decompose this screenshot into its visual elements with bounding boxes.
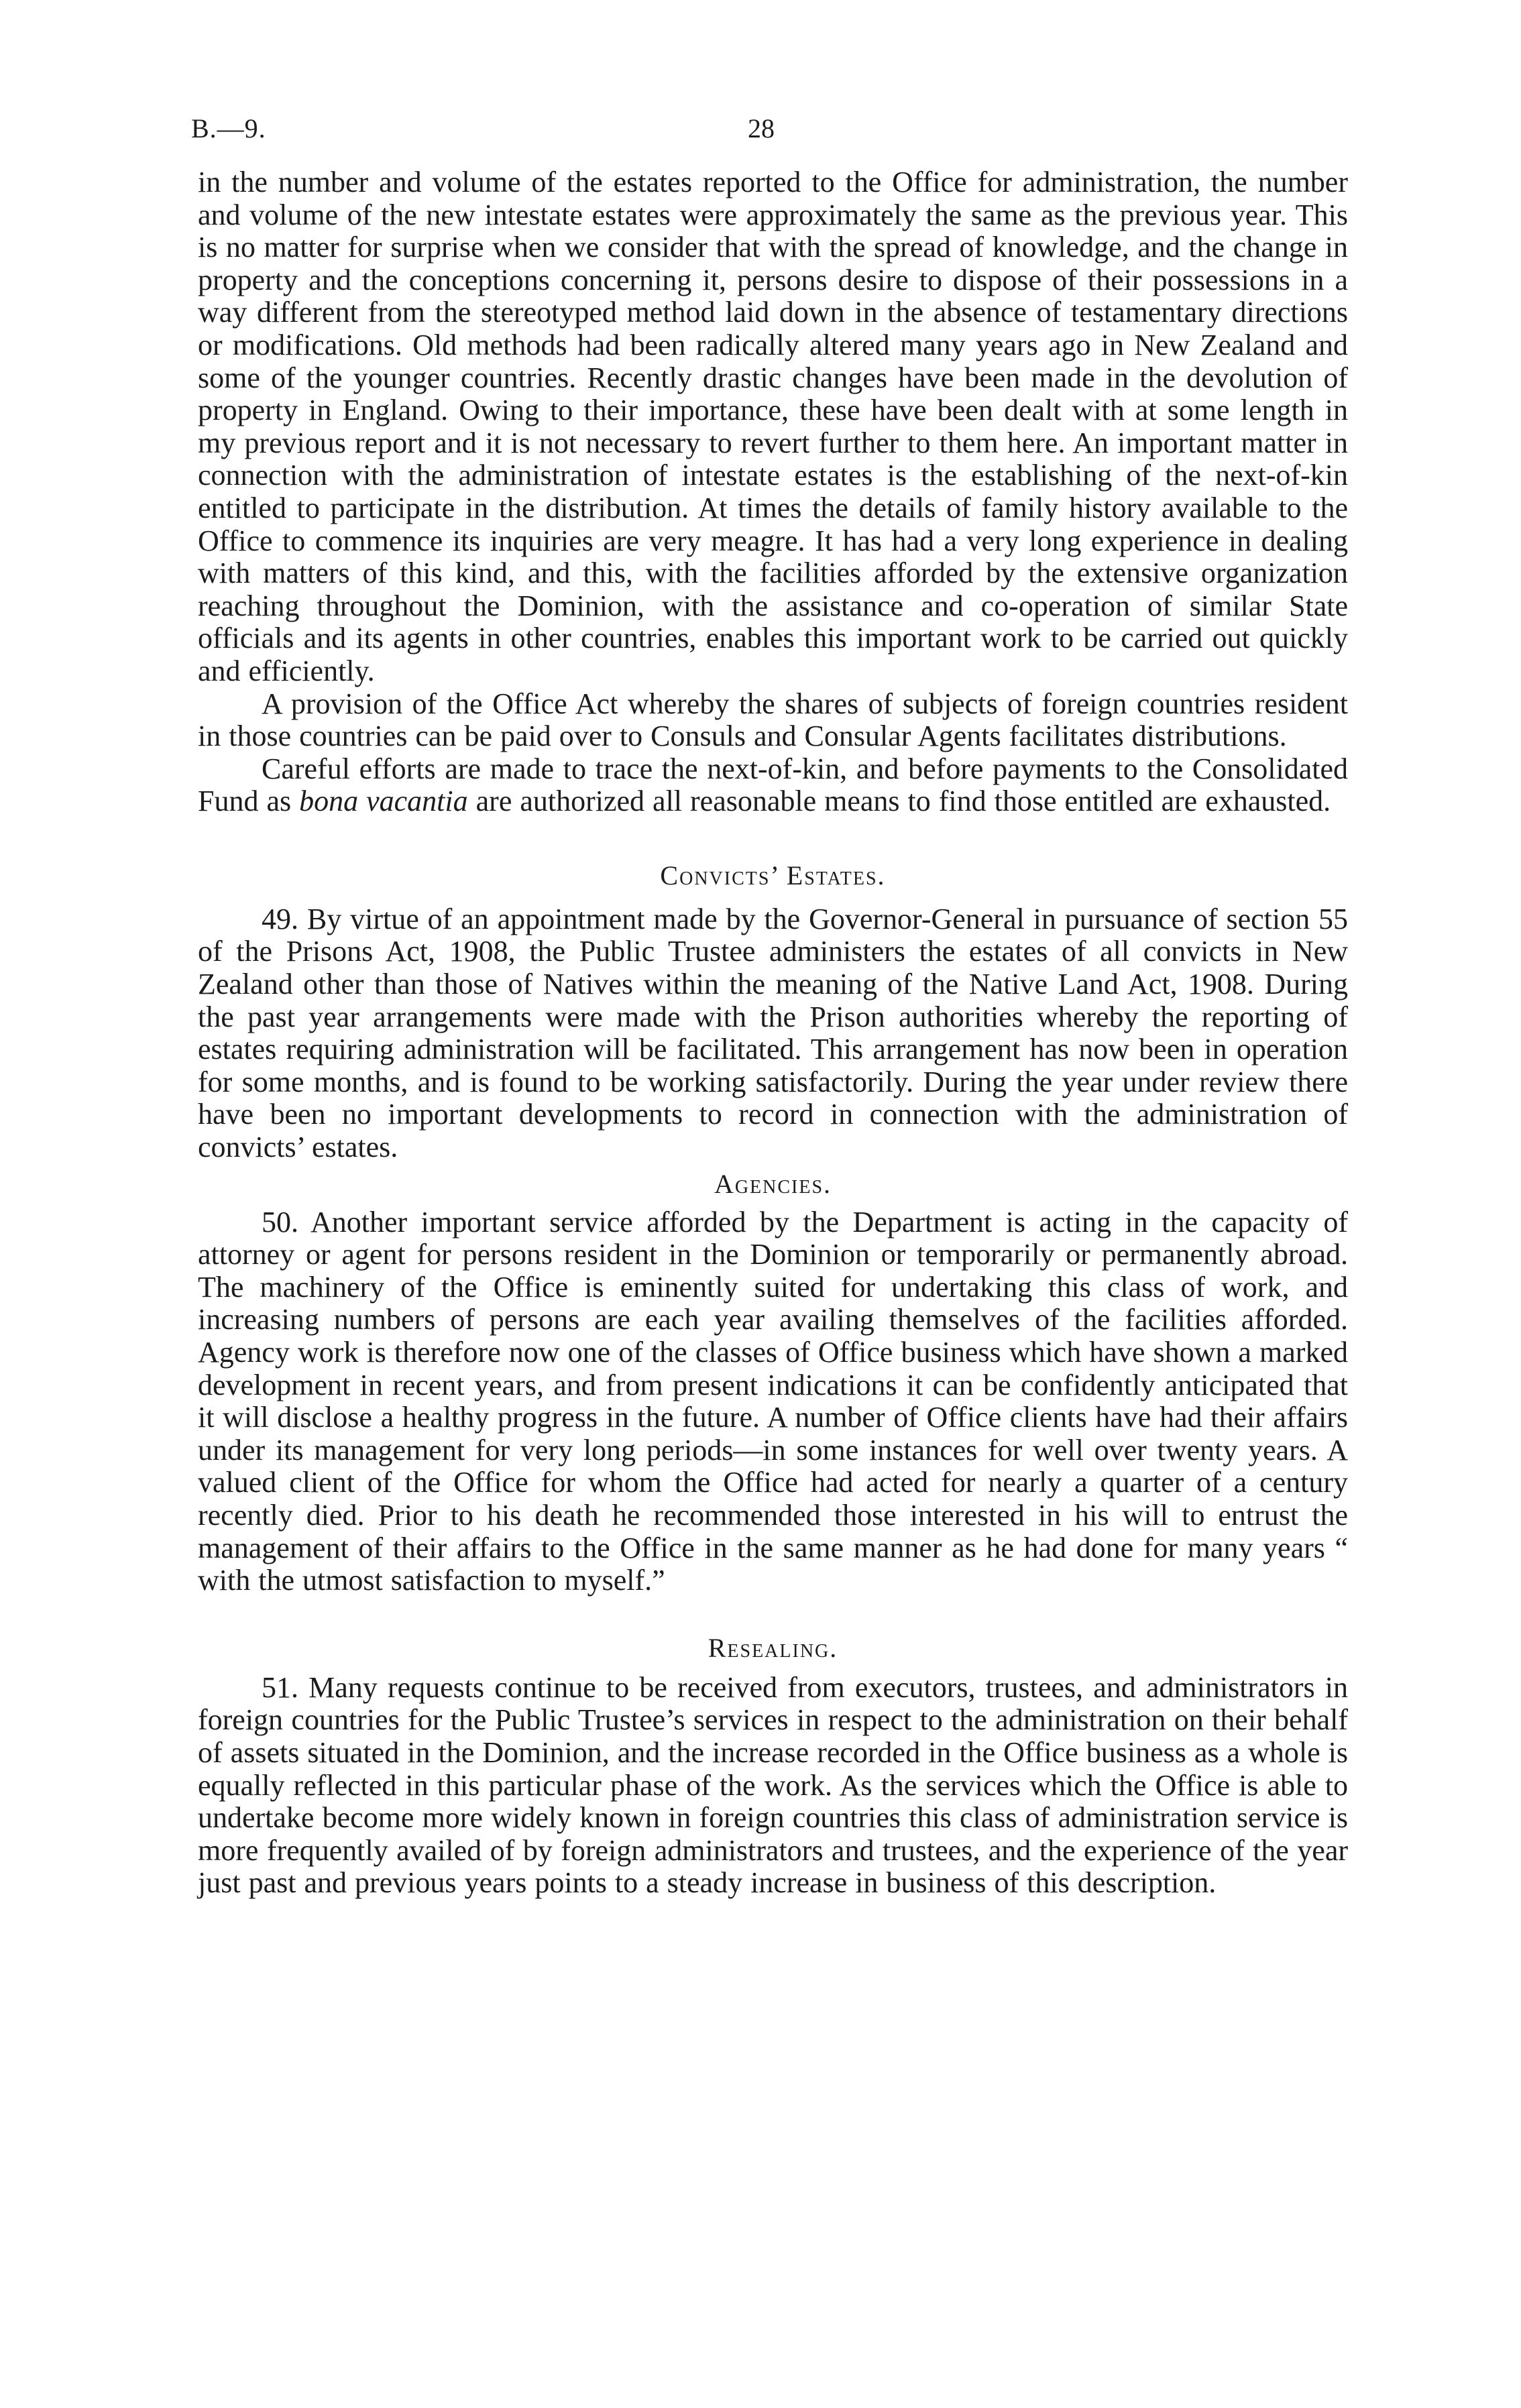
document-reference: B.—9. (191, 113, 266, 144)
paragraph-49: 49. By virtue of an appointment made by the Governor-General in pursuance of section 55 of the Prisons Act, 1908, the Public Trustee administers the estates of all convicts in New Zealand other than those of Natives within the meaning of the Native Land Act, 1908. During the past year arrangements were made with the Prison authorities whereby the reporting of estates requiring administration will be facilitated. This arrangement has now been in operation for some months, and is found to be working satisfactorily. During the year under review there have been no important developments to record in connection with the administration of convicts’ estates. (198, 902, 1348, 1164)
paragraph-50: 50. Another important service afforded by the Department is acting in the capacity of attorney or agent for persons resident in the Dominion or temporarily or permanently abroad. The machinery of the Office is eminently suited for undertaking this class of work, and increasing numbers of persons are each year availing themselves of the facilities afforded. Agency work is therefore now one of the classes of Office business which have shown a marked development in recent years, and from present indications it can be confidently anticipated that it will disclose a healthy progress in the future. A number of Office clients have had their affairs under its management for very long periods—in some instances for well over twenty years. A valued client of the Office for whom the Office had acted for nearly a quarter of a century recently died. Prior to his death he recommended those interested in his will to entrust the management of their affairs to the Office in the same manner as he had done for many years “ with the utmost satisfaction to myself.” (198, 1205, 1348, 1597)
heading-agencies: Agencies. (714, 1168, 832, 1199)
bona-vacantia-term: bona vacantia (299, 785, 468, 818)
next-of-kin-text-after: are authorized all reasonable means to find those entitled are exhausted. (467, 785, 1331, 818)
next-of-kin-paragraph (198, 753, 1348, 818)
heading-convicts-estates: Convicts’ Estates. (660, 860, 886, 891)
paragraph-51: 51. Many requests continue to be received from executors, trustees, and administrators in foreign countries for the Public Trustee’s services in respect to the administration on their behalf of assets situated in the Dominion, and the increase recorded in the Office business as a whole is equally reflected in this particular phase of the work. As the services which the Office is able to undertake become more widely known in foreign countries this class of administration service is more frequently availed of by foreign administrators and trustees, and the experience of the year just past and previous years points to a steady increase in business of this description. (198, 1670, 1348, 1900)
continuation-paragraph: in the number and volume of the estates reported to the Office for administration, the number and volume of the new intestate estates were approximately the same as the previous year. This is no matter for surprise when we consider that with the spread of knowledge, and the change in property and the conceptions concerning it, persons desire to dispose of their possessions in a way different from the stereotyped method laid down in the absence of testamentary directions or modifications. Old methods had been radically altered many years ago in New Zealand and some of the younger countries. Recently drastic changes have been made in the devolution of property in England. Owing to their importance, these have been dealt with at some length in my previous report and it is not necessary to revert further to them here. An important matter in connection with the administration of intestate estates is the establishing of the next-of-kin entitled to participate in the distribution. At times the details of family history available to the Office to commence its inquiries are very meagre. It has had a very long experience in dealing with matters of this kind, and this, with the facilities afforded by the extensive organization reaching throughout the Dominion, with the assistance and co-operation of similar State officials and its agents in other countries, enables this important work to be carried out quickly and efficiently. (198, 166, 1348, 687)
next-of-kin-text-before: Careful efforts are made to trace the next-of-kin, and before payments to the Consolidated Fund as (198, 752, 1348, 818)
page-number: 28 (748, 113, 775, 144)
running-header (191, 113, 1348, 166)
document-page (191, 113, 1348, 1900)
consular-provision-paragraph: A provision of the Office Act whereby the shares of subjects of foreign countries resident in those countries can be paid over to Consuls and Consular Agents facilitates distributions. (198, 687, 1348, 753)
heading-resealing: Resealing. (708, 1632, 838, 1663)
